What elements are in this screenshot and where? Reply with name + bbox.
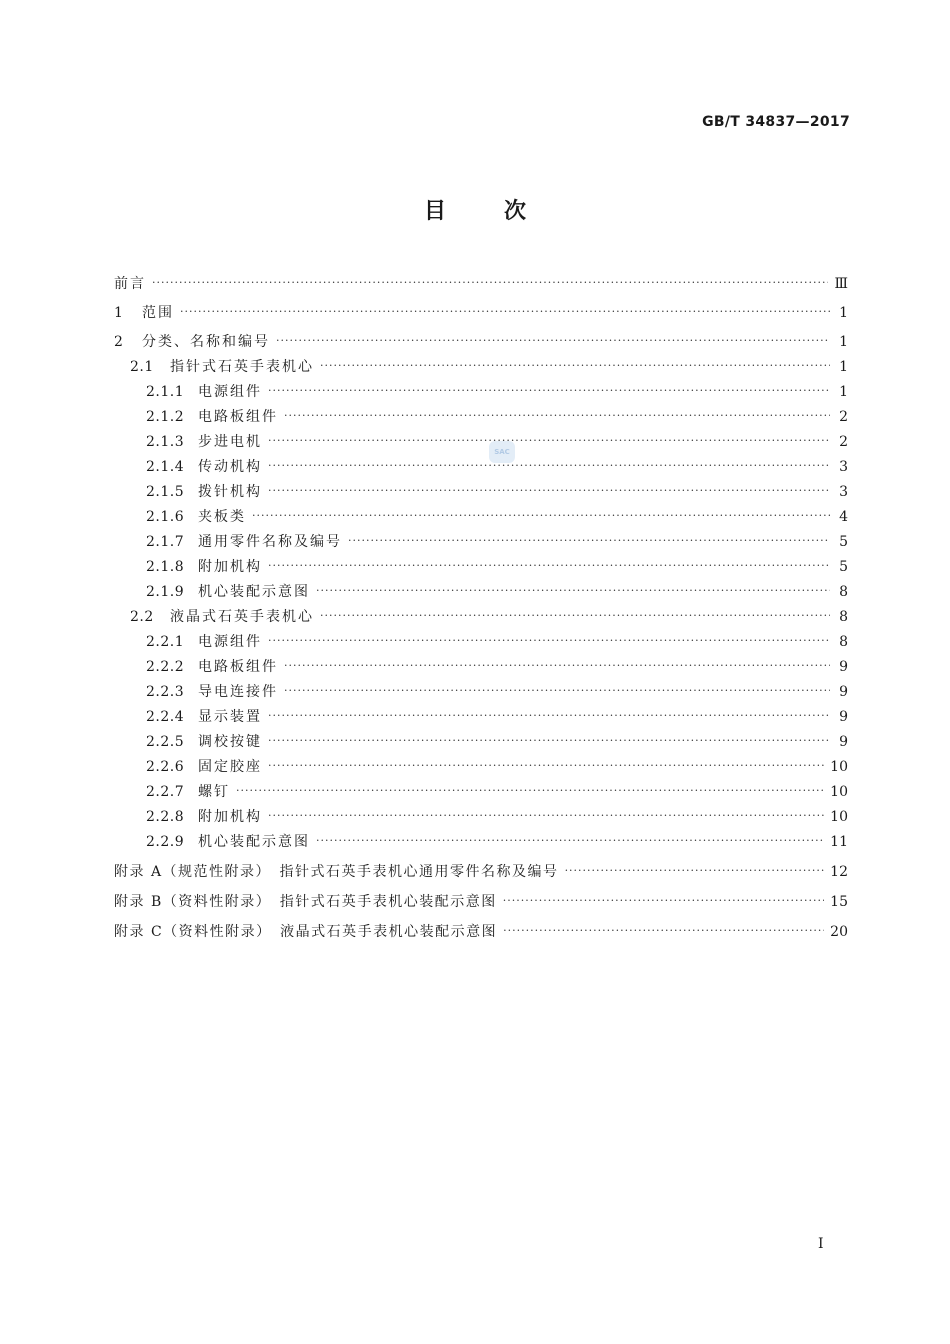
toc-entry-page: 10 — [830, 784, 848, 800]
toc-entry-number: 2.2.2 — [146, 659, 185, 675]
toc-entry-2[interactable] — [114, 331, 848, 353]
dot-leader — [348, 530, 830, 552]
toc-entry-foreword[interactable] — [114, 273, 848, 295]
dot-leader — [268, 755, 824, 777]
toc-entry-number: 2.2.4 — [146, 709, 185, 725]
dot-leader — [180, 301, 830, 323]
toc-entry-2-2[interactable] — [130, 606, 848, 628]
toc-entry-page: 9 — [839, 734, 848, 750]
dot-leader — [236, 780, 824, 802]
dot-leader — [284, 655, 830, 677]
toc-entry-label: 机心装配示意图 — [198, 584, 310, 600]
toc-entry-2-2-8[interactable] — [146, 806, 848, 828]
toc-entry-number: 2.2.8 — [146, 809, 185, 825]
toc-entry-number: 2.1.1 — [146, 384, 185, 400]
toc-entry-page: 1 — [839, 334, 848, 350]
toc-entry-2-1-1[interactable] — [146, 381, 848, 403]
dot-leader — [503, 920, 824, 942]
toc-entry-number: 2.1.4 — [146, 459, 185, 475]
toc-entry-page: 5 — [839, 534, 848, 550]
toc-entry-page: 10 — [830, 809, 848, 825]
toc-entry-page: 3 — [839, 459, 848, 475]
toc-entry-page: 8 — [839, 609, 848, 625]
toc-entry-number: 2.2 — [130, 609, 154, 625]
toc-entry-page: 9 — [839, 709, 848, 725]
toc-entry-page: 9 — [839, 659, 848, 675]
toc-entry-2-2-3[interactable] — [146, 681, 848, 703]
toc-entry-number: 2.1.6 — [146, 509, 185, 525]
toc-entry-page: 1 — [839, 359, 848, 375]
dot-leader — [316, 830, 824, 852]
toc-entry-number: 2.2.6 — [146, 759, 185, 775]
toc-entry-page: 12 — [830, 864, 848, 880]
toc-entry-label: 液晶式石英手表机心 — [170, 609, 314, 625]
toc-entry-appendix-c[interactable] — [114, 921, 848, 943]
toc-entry-label: 分类、名称和编号 — [142, 334, 270, 350]
dot-leader — [284, 405, 830, 427]
toc-entry-label: 范围 — [142, 305, 174, 321]
toc-entry-label: 通用零件名称及编号 — [198, 534, 342, 550]
toc-entry-label: 附录 C（资料性附录） 液晶式石英手表机心装配示意图 — [114, 924, 498, 940]
toc-entry-2-2-6[interactable] — [146, 756, 848, 778]
dot-leader — [268, 430, 830, 452]
toc-entry-number: 2.2.1 — [146, 634, 185, 650]
page-title-part1: 目 — [423, 199, 446, 224]
toc-entry-2-1-9[interactable] — [146, 581, 848, 603]
toc-entry-label: 螺钉 — [198, 784, 230, 800]
toc-entry-number: 2.1.8 — [146, 559, 185, 575]
toc-entry-2-2-9[interactable] — [146, 831, 848, 853]
toc-entry-2-2-7[interactable] — [146, 781, 848, 803]
toc-entry-number: 1 — [114, 305, 124, 321]
toc-entry-label: 附加机构 — [198, 809, 262, 825]
page-title — [0, 194, 950, 225]
toc-entry-label: 调校按键 — [198, 734, 262, 750]
toc-entry-number: 2.1.5 — [146, 484, 185, 500]
toc-entry-page: 1 — [839, 305, 848, 321]
dot-leader — [268, 630, 830, 652]
toc-entry-page: 2 — [839, 409, 848, 425]
toc-entry-label: 机心装配示意图 — [198, 834, 310, 850]
toc-entry-2-1-2[interactable] — [146, 406, 848, 428]
toc-entry-label: 拨针机构 — [198, 484, 262, 500]
toc-entry-number: 2.1.3 — [146, 434, 185, 450]
toc-entry-page: 11 — [830, 834, 848, 850]
toc-entry-2-2-5[interactable] — [146, 731, 848, 753]
toc-entry-number: 2.2.7 — [146, 784, 185, 800]
dot-leader — [284, 680, 830, 702]
toc-entry-page: 8 — [839, 584, 848, 600]
dot-leader — [268, 805, 824, 827]
dot-leader — [565, 860, 825, 882]
toc-entry-page: 9 — [839, 684, 848, 700]
dot-leader — [276, 330, 830, 352]
dot-leader — [268, 555, 830, 577]
toc-entry-page: 4 — [839, 509, 848, 525]
toc-entry-2-1-8[interactable] — [146, 556, 848, 578]
toc-entry-page: 5 — [839, 559, 848, 575]
dot-leader — [268, 705, 830, 727]
dot-leader — [316, 580, 830, 602]
toc-entry-page: 20 — [830, 924, 848, 940]
toc-entry-label: 指针式石英手表机心 — [170, 359, 314, 375]
toc-entry-number: 2.1.9 — [146, 584, 185, 600]
toc-entry-2-1-4[interactable] — [146, 456, 848, 478]
toc-entry-label: 电源组件 — [198, 634, 262, 650]
toc-entry-page: 8 — [839, 634, 848, 650]
toc-entry-page: 1 — [839, 384, 848, 400]
toc-entry-2-1-3[interactable] — [146, 431, 848, 453]
toc-entry-2-1-5[interactable] — [146, 481, 848, 503]
toc-entry-label: 附加机构 — [198, 559, 262, 575]
toc-entry-label: 前言 — [114, 276, 146, 292]
toc-entry-1[interactable] — [114, 302, 848, 324]
watermark-logo: SAC — [489, 441, 515, 463]
toc-entry-number: 2.1.2 — [146, 409, 185, 425]
toc-entry-2-2-1[interactable] — [146, 631, 848, 653]
dot-leader — [268, 380, 830, 402]
toc-entry-page: 15 — [830, 894, 848, 910]
dot-leader — [252, 505, 830, 527]
toc-entry-label: 导电连接件 — [198, 684, 278, 700]
toc-entry-label: 附录 B（资料性附录） 指针式石英手表机心装配示意图 — [114, 894, 497, 910]
standard-number: GB/T 34837—2017 — [702, 114, 850, 130]
toc-entry-label: 电源组件 — [198, 384, 262, 400]
toc-entry-number: 2.1 — [130, 359, 154, 375]
toc-entry-label: 夹板类 — [198, 509, 246, 525]
toc-entry-number: 2.2.5 — [146, 734, 185, 750]
toc-entry-label: 固定胶座 — [198, 759, 262, 775]
toc-entry-appendix-b[interactable] — [114, 891, 848, 913]
toc-entry-label: 传动机构 — [198, 459, 262, 475]
toc-entry-label: 显示装置 — [198, 709, 262, 725]
page-title-part2: 次 — [504, 199, 527, 224]
toc-entry-label: 电路板组件 — [198, 409, 278, 425]
toc-entry-appendix-a[interactable] — [114, 861, 848, 883]
toc-entry-label: 附录 A（规范性附录） 指针式石英手表机心通用零件名称及编号 — [114, 864, 559, 880]
dot-leader — [268, 730, 830, 752]
toc-entry-2-1-6[interactable] — [146, 506, 848, 528]
page-number: I — [818, 1236, 824, 1252]
toc-entry-number: 2.1.7 — [146, 534, 185, 550]
toc-entry-label: 电路板组件 — [198, 659, 278, 675]
dot-leader — [320, 605, 830, 627]
toc-entry-2-2-2[interactable] — [146, 656, 848, 678]
dot-leader — [152, 272, 828, 294]
dot-leader — [268, 480, 830, 502]
toc-entry-number: 2.2.3 — [146, 684, 185, 700]
toc-entry-2-1[interactable] — [130, 356, 848, 378]
toc-entry-2-1-7[interactable] — [146, 531, 848, 553]
toc-entry-number: 2.2.9 — [146, 834, 185, 850]
dot-leader — [503, 890, 824, 912]
dot-leader — [320, 355, 830, 377]
toc-entry-page: 2 — [839, 434, 848, 450]
toc-entry-page: Ⅲ — [834, 276, 848, 292]
toc-entry-number: 2 — [114, 334, 124, 350]
toc-entry-label: 步进电机 — [198, 434, 262, 450]
dot-leader — [268, 455, 830, 477]
toc-entry-page: 3 — [839, 484, 848, 500]
toc-entry-page: 10 — [830, 759, 848, 775]
toc-entry-2-2-4[interactable] — [146, 706, 848, 728]
